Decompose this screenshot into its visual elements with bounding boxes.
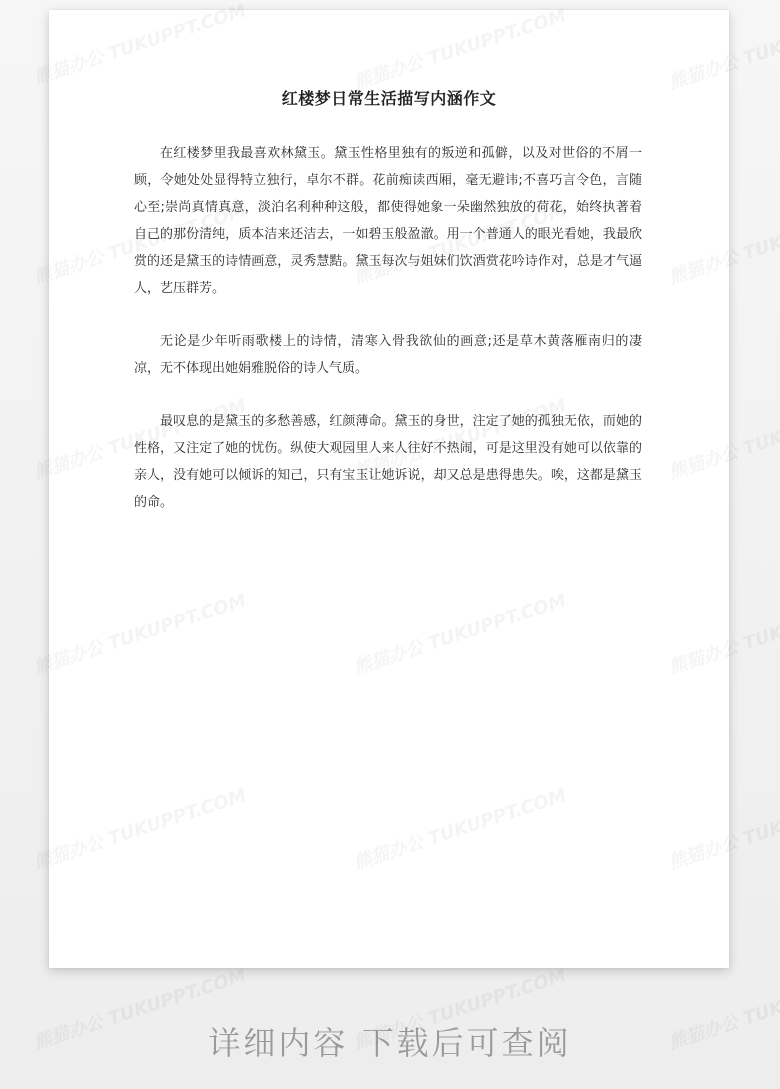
paragraph-1: 在红楼梦里我最喜欢林黛玉。黛玉性格里独有的叛逆和孤僻，以及对世俗的不屑一顾，令她处处显得特立独行，卓尔不群。花前痴读西厢，毫无避讳;不喜巧言令色，言随心至;崇尚真情真意，淡泊名利种种这般，都使得她象一朵幽然独放的荷花，始终执著着自己的那份清纯，质本洁来还洁去，一如碧玉般盈澈。用一个普通人的眼光看她，我最欣赏的还是黛玉的诗情画意，灵秀慧黠。黛玉每次与姐妹们饮酒赏花吟诗作对，总是才气逼人，艺压群芳。	[134, 146, 642, 296]
document-page	[49, 10, 729, 968]
paragraph-2: 无论是少年听雨歌楼上的诗情，清寒入骨我欲仙的画意;还是草木黄落雁南归的凄凉，无不体现出她娟雅脱俗的诗人气质。	[134, 334, 642, 376]
download-hint-text: 详细内容 下载后可查阅	[208, 1024, 572, 1062]
paragraph-3: 最叹息的是黛玉的多愁善感，红颜薄命。黛玉的身世，注定了她的孤独无依，而她的性格，又注定了她的忧伤。纵使大观园里人来人往好不热闹，可是这里没有她可以依靠的亲人，没有她可以倾诉的知己，只有宝玉让她诉说，却又总是患得患失。唉，这都是黛玉的命。	[134, 414, 642, 510]
document-body	[134, 140, 642, 542]
document-title: 红楼梦日常生活描写内涵作文	[281, 89, 497, 108]
